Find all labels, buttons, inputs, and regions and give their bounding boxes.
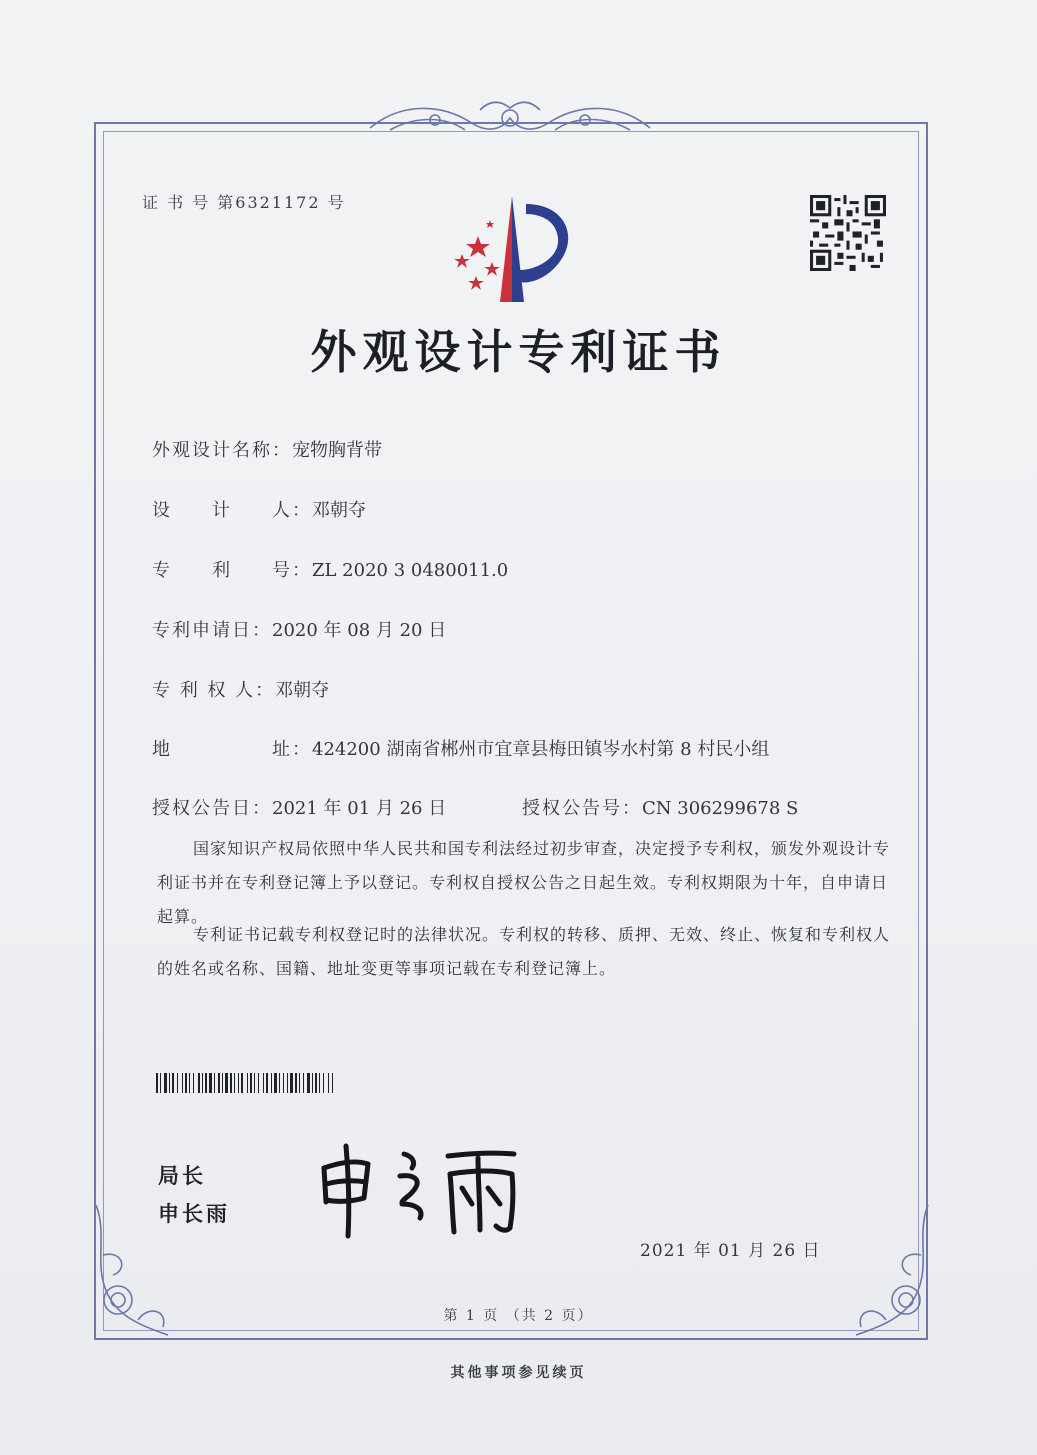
signatory-name: 申长雨	[158, 1202, 230, 1226]
field-value: 2020 年 08 月 20 日	[272, 620, 447, 641]
field-patentee	[152, 676, 329, 702]
certificate-title: 外观设计专利证书	[310, 325, 727, 379]
field-announce-no	[522, 794, 798, 820]
field-label: 专利申请日：	[152, 620, 272, 641]
field-label: 授权公告日：	[152, 798, 272, 819]
certificate-number: 证 书 号 第6321172 号	[142, 193, 346, 212]
paragraph-grant-statement: 国家知识产权局依照中华人民共和国专利法经过初步审查，决定授予专利权，颁发外观设计专利证书并在专利登记簿上予以登记。专利权自授权公告之日起生效。专利权期限为十年，自申请日起算。	[157, 839, 891, 926]
field-label: 专 利 权 人：	[152, 680, 276, 701]
field-label: 地 址：	[152, 739, 312, 760]
field-value: ZL 2020 3 0480011.0	[312, 560, 509, 581]
field-filing-date	[152, 616, 446, 642]
field-label: 外观设计名称：	[152, 440, 292, 461]
field-designer	[152, 496, 366, 522]
field-label: 设 计 人：	[152, 500, 312, 521]
paragraph-legal-status: 专利证书记载专利权登记时的法律状况。专利权的转移、质押、无效、终止、恢复和专利权人的姓名或名称、国籍、地址变更等事项记载在专利登记簿上。	[157, 925, 891, 978]
field-value: 2021 年 01 月 26 日	[272, 798, 447, 819]
issue-date: 2021 年 01 月 26 日	[640, 1241, 821, 1261]
field-value: 邓朝夺	[312, 500, 366, 521]
page-number: 第 1 页 （共 2 页）	[443, 1308, 594, 1324]
cnipa-logo-icon	[440, 192, 585, 307]
field-design-name	[152, 436, 382, 462]
handwritten-signature	[316, 1140, 531, 1240]
field-value: 邓朝夺	[275, 680, 330, 701]
field-address	[152, 735, 769, 761]
field-value: 424200 湖南省郴州市宜章县梅田镇岑水村第 8 村民小组	[312, 739, 770, 760]
signatory-title: 局长	[158, 1164, 206, 1188]
qr-code-icon	[810, 195, 886, 271]
field-label: 专 利 号：	[152, 560, 312, 581]
footer-note: 其他事项参见续页	[450, 1365, 587, 1381]
barcode-icon	[156, 1073, 412, 1093]
field-label: 授权公告号：	[522, 798, 642, 819]
top-ornament	[360, 98, 660, 146]
field-announce-date	[152, 794, 446, 820]
field-value: CN 306299678 S	[642, 798, 799, 819]
field-patent-no	[152, 556, 508, 582]
field-value: 宠物胸背带	[292, 440, 382, 461]
